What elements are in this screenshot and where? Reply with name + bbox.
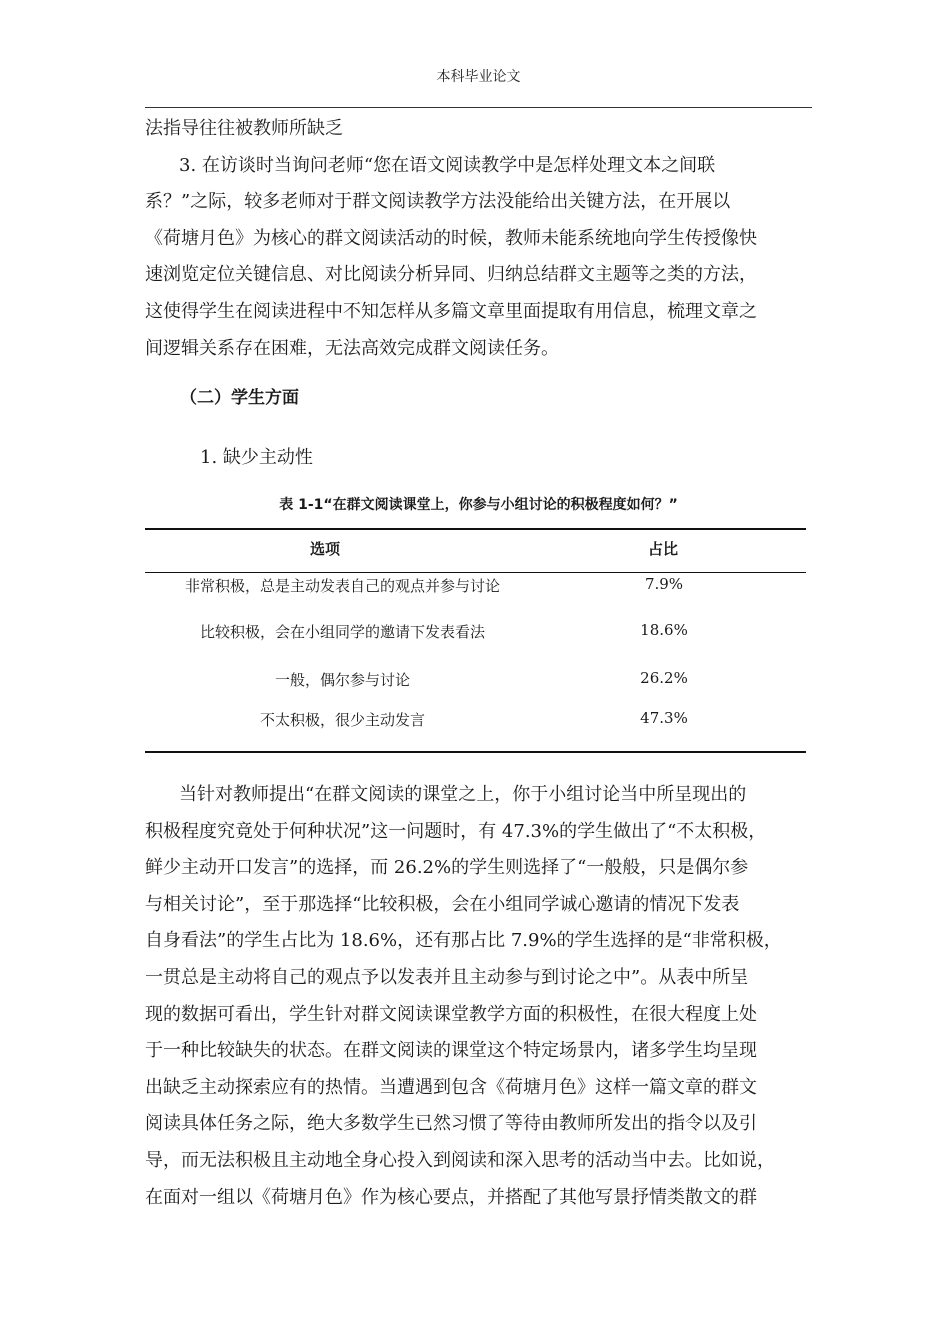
running-header: 本科毕业论文 (436, 69, 521, 85)
paragraph-line: 这使得学生在阅读进程中不知怎样从多篇文章里面提取有用信息，梳理文章之 (145, 300, 757, 322)
paragraph-line: 速浏览定位关键信息、对比阅读分析异同、归纳总结群文主题等之类的方法， (145, 264, 757, 286)
table-cell-option: 非常积极，总是主动发表自己的观点并参与讨论 (184, 577, 500, 595)
paragraph-line: 自身看法”的学生占比为 18.6%，还有那占比 7.9%的学生选择的是“非常积极， (145, 930, 782, 952)
paragraph-line: 3. 在访谈时当询问老师“您在语文阅读教学中是怎样处理文本之间联 (179, 154, 716, 176)
table-cell-option: 比较积极，会在小组同学的邀请下发表看法 (199, 623, 485, 641)
table-top-rule (145, 528, 806, 530)
top-paragraph (145, 111, 812, 367)
sub-heading: 1. 缺少主动性 (200, 447, 313, 468)
table-cell-share: 7.9% (644, 575, 684, 593)
table-cell-share: 18.6% (640, 621, 688, 639)
section-heading: （二）学生方面 (180, 388, 299, 408)
table-bottom-rule (145, 751, 806, 753)
paragraph-line: 间逻辑关系存在困难，无法高效完成群文阅读任务。 (145, 337, 559, 359)
table-cell-option: 不太积极，很少主动发言 (259, 711, 425, 729)
table-cell-option: 一般，偶尔参与讨论 (274, 671, 410, 689)
table-caption: 表 1-1“在群文阅读课堂上，你参与小组讨论的积极程度如何？” (279, 497, 678, 513)
paragraph-line: 法指导往往被教师所缺乏 (145, 118, 343, 139)
paragraph-line: 现的数据可看出，学生针对群文阅读课堂教学方面的积极性，在很大程度上处 (145, 1003, 757, 1025)
paragraph-line: 积极程度究竟处于何种状况”这一问题时，有 47.3%的学生做出了“不太积极， (145, 820, 767, 842)
paragraph-line: 《荷塘月色》为核心的群文阅读活动的时候，教师未能系统地向学生传授像快 (145, 227, 757, 249)
paragraph-line: 出缺乏主动探索应有的热情。当遭遇到包含《荷塘月色》这样一篇文章的群文 (145, 1076, 757, 1098)
column-header-share: 占比 (648, 540, 679, 558)
bottom-paragraph (145, 777, 812, 1216)
paragraph-line: 在面对一组以《荷塘月色》作为核心要点，并搭配了其他写景抒情类散文的群 (145, 1186, 757, 1208)
paragraph-line: 阅读具体任务之际，绝大多数学生已然习惯了等待由教师所发出的指令以及引 (145, 1113, 757, 1135)
paragraph-line: 与相关讨论”，至于那选择“比较积极，会在小组同学诚心邀请的情况下发表 (145, 893, 740, 915)
header-rule (145, 107, 812, 108)
paragraph-line: 导，而无法积极且主动地全身心投入到阅读和深入思考的活动当中去。比如说， (145, 1149, 775, 1171)
paragraph-line: 鲜少主动开口发言”的选择，而 26.2%的学生则选择了“一般般，只是偶尔参 (145, 857, 749, 879)
table-header-rule (145, 572, 806, 573)
paragraph-line: 系？”之际，较多老师对于群文阅读教学方法没能给出关键方法，在开展以 (145, 191, 731, 213)
paragraph-line: 当针对教师提出“在群文阅读的课堂之上，你于小组讨论当中所呈现出的 (179, 784, 747, 805)
column-header-option: 选项 (310, 540, 341, 558)
table-cell-share: 26.2% (640, 669, 688, 687)
paragraph-line: 一贯总是主动将自己的观点予以发表并且主动参与到讨论之中”。从表中所呈 (145, 966, 749, 988)
table-cell-share: 47.3% (640, 709, 688, 727)
paragraph-line: 于一种比较缺失的状态。在群文阅读的课堂这个特定场景内，诸多学生均呈现 (145, 1040, 757, 1062)
